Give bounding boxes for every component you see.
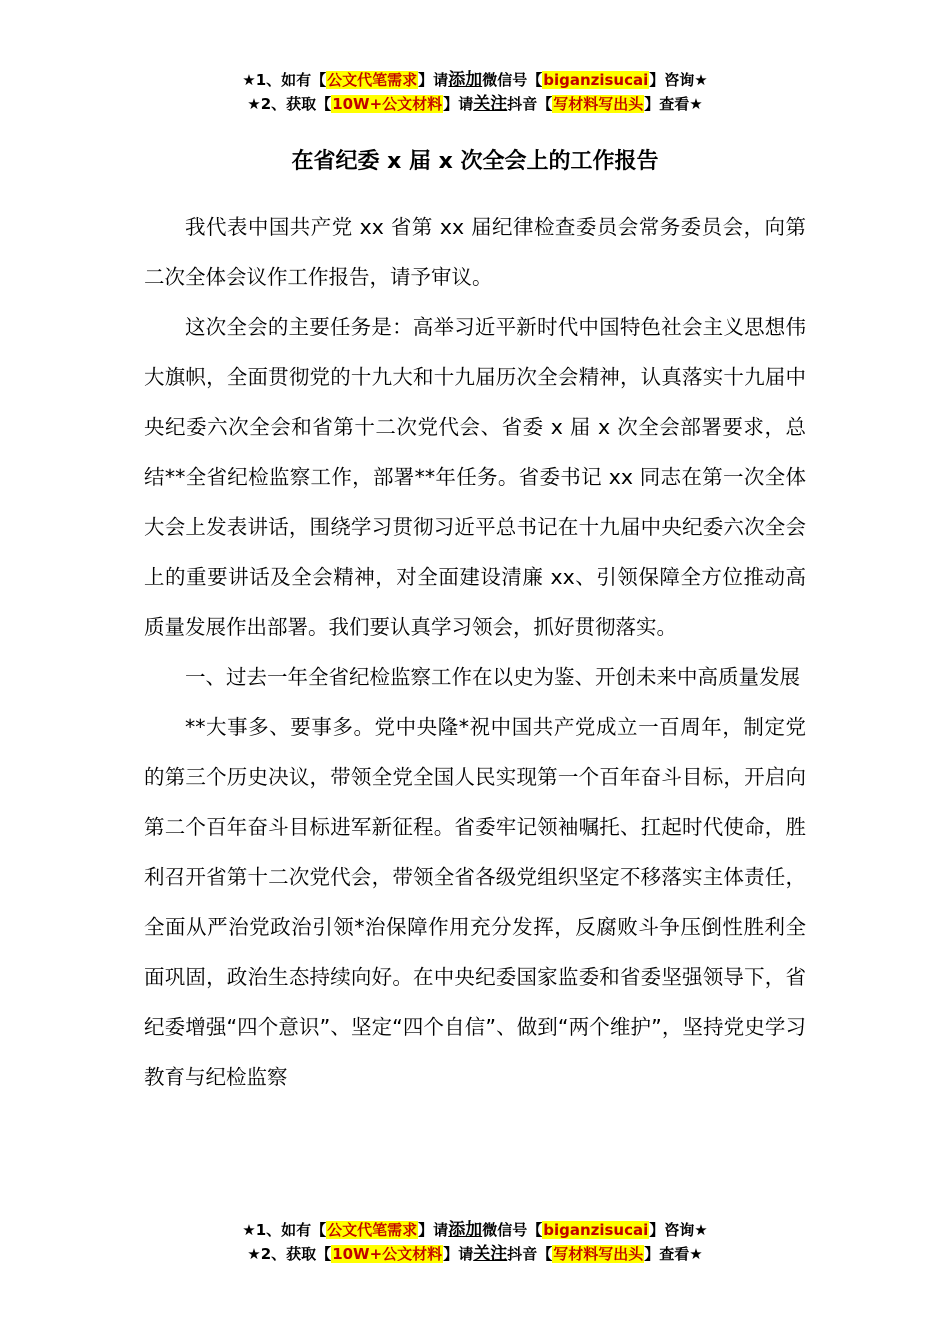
promo-emphasis: 添加 (448, 1220, 483, 1240)
promo-highlight: 10W+公文材料 (332, 95, 443, 113)
paragraph: 我代表中国共产党 xx 省第 xx 届纪律检查委员会常务委员会，向第二次全体会议作工作报告，请予审议。 (144, 215, 806, 289)
paragraph: 这次全会的主要任务是：高举习近平新时代中国特色社会主义思想伟大旗帜，全面贯彻党的十九大和十九届历次全会精神，认真落实十九届中央纪委六次全会和省第十二次党代会、省委 x 届 x 次全会部署要求，总结**全省纪检监察工作，部署**年任务。省委书记 xx 同志在第一次全体大会上发表讲话，围绕学习贯彻习近平总书记在十九届中央纪委六次全会上的重要讲话及全会精神，对全面建设清廉 xx、引领保障全方位推动高质量发展作出部署。我们要认真学习领会，抓好贯彻落实。 (144, 315, 806, 639)
promo-wechat-id: biganzisucai (543, 71, 649, 89)
promo-text: 】查看★ (644, 1245, 703, 1263)
top-promo-banner (0, 68, 950, 116)
promo-line-2 (0, 92, 950, 116)
document-title: 在省纪委 x 届 x 次全会上的工作报告 (291, 149, 659, 174)
promo-highlight: 10W+公文材料 (332, 1245, 443, 1263)
promo-wechat-id: biganzisucai (543, 1221, 649, 1239)
promo-text: 】咨询★ (649, 1221, 708, 1239)
promo-text: 】请 (443, 1245, 474, 1263)
promo-text: 抖音【 (507, 1245, 553, 1263)
promo-text: 】咨询★ (649, 71, 708, 89)
promo-highlight: 公文代笔需求 (327, 1221, 418, 1239)
promo-emphasis: 关注 (473, 1244, 508, 1264)
promo-text: 】查看★ (644, 95, 703, 113)
document-body (144, 202, 806, 1102)
section-heading: 一、过去一年全省纪检监察工作在以史为鉴、开创未来中高质量发展 (185, 665, 800, 689)
promo-emphasis: 关注 (473, 94, 508, 114)
promo-text: ★1、如有【 (242, 71, 327, 89)
promo-text: 微信号【 (482, 1221, 543, 1239)
promo-line-2 (0, 1242, 950, 1266)
promo-text: 】请 (418, 71, 449, 89)
promo-text: 微信号【 (482, 71, 543, 89)
promo-highlight: 公文代笔需求 (327, 71, 418, 89)
promo-text: ★2、获取【 (247, 95, 332, 113)
promo-douyin-id: 写材料写出头 (553, 95, 644, 113)
promo-douyin-id: 写材料写出头 (553, 1245, 644, 1263)
promo-text: ★1、如有【 (242, 1221, 327, 1239)
promo-text: 】请 (418, 1221, 449, 1239)
bottom-promo-banner (0, 1218, 950, 1266)
paragraph: **大事多、要事多。党中央隆*祝中国共产党成立一百周年，制定党的第三个历史决议，带领全党全国人民实现第一个百年奋斗目标，开启向第二个百年奋斗目标进军新征程。省委牢记领袖嘱托、扛起时代使命，胜利召开省第十二次党代会，带领全省各级党组织坚定不移落实主体责任，全面从严治党政治引领*治保障作用充分发挥，反腐败斗争压倒性胜利全面巩固，政治生态持续向好。在中央纪委国家监委和省委坚强领导下，省纪委增强“四个意识”、坚定“四个自信”、做到“两个维护”，坚持党史学习教育与纪检监察 (144, 715, 806, 1089)
promo-emphasis: 添加 (448, 70, 483, 90)
promo-line-1 (0, 68, 950, 92)
promo-line-1 (0, 1218, 950, 1242)
promo-text: ★2、获取【 (247, 1245, 332, 1263)
promo-text: 】请 (443, 95, 474, 113)
promo-text: 抖音【 (507, 95, 553, 113)
